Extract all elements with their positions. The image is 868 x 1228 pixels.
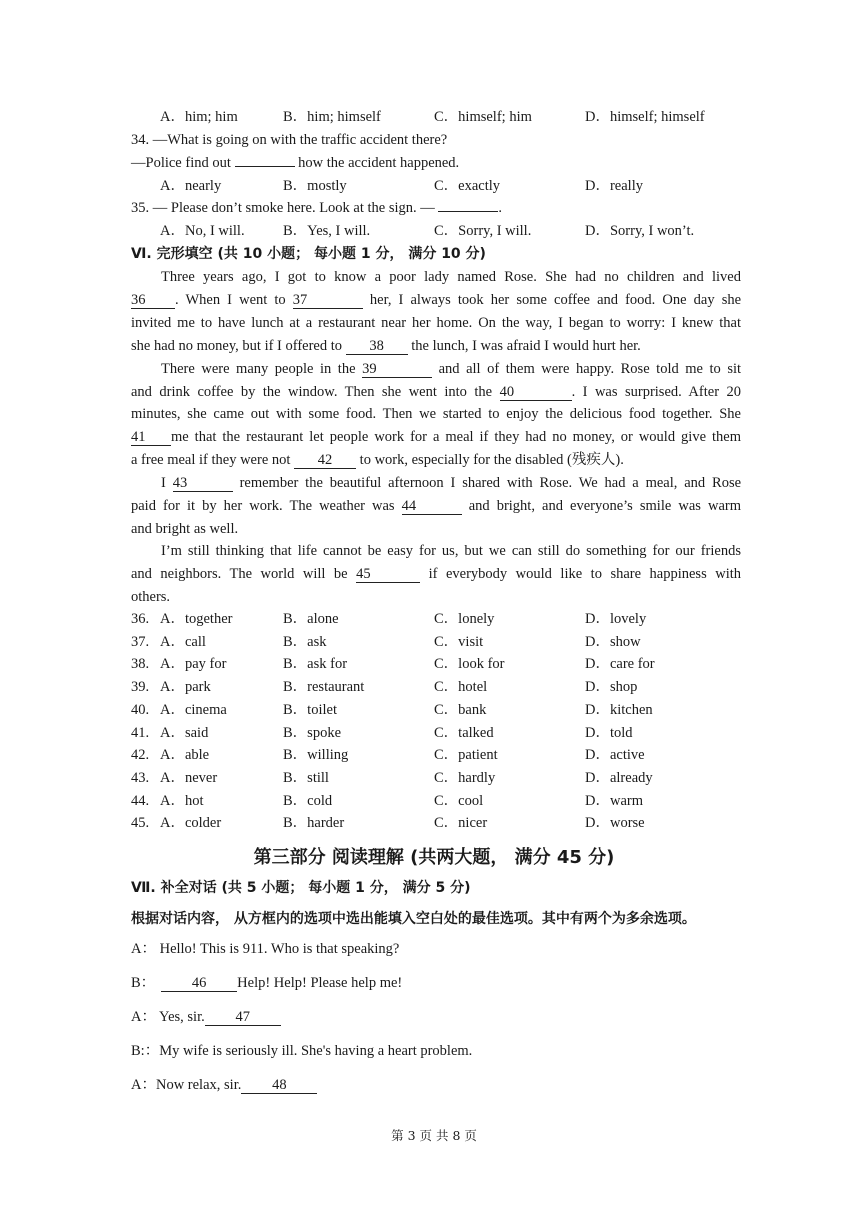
q35-option-a: A．No, I will.	[160, 223, 245, 239]
cloze-option-c: C．lonely	[434, 611, 495, 627]
passage-p1-line2	[131, 291, 741, 309]
q35-stem-line	[131, 199, 741, 217]
passage-p3-line3: and bright as well.	[131, 521, 239, 537]
section7-instruction: 根据对话内容， 从方框内的选项中选出能填入空白处的最佳选项。其中有两个为多余选项。	[131, 911, 696, 927]
blank-45: 45	[356, 567, 420, 583]
q34-option-c: C．exactly	[434, 178, 501, 194]
passage-p1-line3: invited me to have lunch at a restaurant near her home. On the way, I began to worry: I knew that	[131, 315, 741, 331]
dialogue-line-3	[131, 1008, 741, 1026]
cloze-option-d: D．worse	[585, 815, 645, 832]
cloze-option-c: C．hardly	[434, 769, 496, 786]
cloze-question-number: 43.	[131, 769, 150, 786]
q35-stem-end: .	[498, 200, 503, 216]
cloze-option-c: C．bank	[434, 701, 487, 718]
p3-l2-text-a: paid for it by her work. The weather was	[131, 498, 395, 514]
cloze-option-d: D．care for	[585, 656, 655, 673]
cloze-option-a: A．call	[160, 633, 206, 650]
p2-l5-text-a: a free meal if they were not	[131, 452, 291, 468]
cloze-option-d: D．kitchen	[585, 701, 653, 718]
q33-option-c: C．himself; him	[434, 109, 532, 125]
cloze-question-number: 41.	[131, 724, 150, 741]
blank-43: 43	[173, 476, 233, 492]
cloze-option-b: B．still	[283, 769, 329, 786]
cloze-option-c: C．cool	[434, 792, 484, 809]
cloze-option-a: A．able	[160, 747, 210, 764]
cloze-option-b: B．cold	[283, 792, 333, 809]
p2-l1-text-c: and all of them were happy. Rose told me to sit	[438, 361, 742, 377]
dialogue-l2-text: Help! Help! Please help me!	[237, 975, 403, 991]
dialogue-line-4: B:：My wife is seriously ill. She's having a heart problem.	[131, 1043, 473, 1059]
blank-47: 47	[205, 1010, 281, 1026]
cloze-option-a: A．together	[160, 611, 233, 627]
q33-option-b: B．him; himself	[283, 109, 381, 125]
cloze-question-number: 44.	[131, 792, 150, 809]
blank-41: 41	[131, 430, 171, 446]
q34-option-d: D．really	[585, 178, 643, 194]
q33-option-a: A．him; him	[160, 109, 238, 125]
cloze-question-number: 45.	[131, 815, 150, 832]
cloze-option-a: A．colder	[160, 815, 222, 832]
cloze-option-d: D．lovely	[585, 611, 647, 627]
p1-l4-text-a: she had no money, but if I offered to	[131, 338, 343, 354]
cloze-option-b: B．spoke	[283, 724, 341, 741]
cloze-option-b: B．restaurant	[283, 679, 365, 696]
cloze-option-d: D．shop	[585, 679, 638, 696]
q34-stem: 34. —What is going on with the traffic accident there?	[131, 132, 448, 148]
q34-answer-line	[131, 154, 741, 172]
p2-l2-text-c: . I was surprised. After 20	[571, 384, 741, 400]
cloze-option-d: D．already	[585, 769, 653, 786]
q34-option-b: B．mostly	[283, 178, 347, 194]
q35-option-c: C．Sorry, I will.	[434, 223, 532, 239]
cloze-option-a: A．said	[160, 724, 209, 741]
p4-l2-text-c: if everybody would like to share happiness with	[428, 566, 741, 582]
p2-l5-text-c: to work, especially for the disabled (残疾人).	[359, 452, 624, 468]
blank-40: 40	[500, 385, 572, 401]
cloze-option-a: A．pay for	[160, 656, 227, 673]
blank-48: 48	[241, 1078, 317, 1094]
cloze-question-number: 39.	[131, 679, 150, 696]
cloze-question-number: 36.	[131, 611, 150, 627]
p3-l1-text-a: I	[161, 475, 166, 491]
blank-44: 44	[402, 499, 462, 515]
dialogue-l2-speaker: B：	[131, 975, 156, 991]
p2-l2-text-a: and drink coffee by the window. Then she went into the	[131, 384, 493, 400]
blank-37: 37	[293, 293, 363, 309]
cloze-question-number: 37.	[131, 633, 150, 650]
dialogue-line-2	[131, 974, 741, 992]
section7-title: Ⅶ. 补全对话 (共 5 小题； 每小题 1 分， 满分 5 分)	[131, 880, 471, 896]
p1-l2-text-c: her, I always took her some coffee and food. One day she	[369, 292, 742, 308]
q35-blank	[438, 211, 498, 212]
passage-p2-line5	[131, 451, 741, 469]
dialogue-line-1: A： Hello! This is 911. Who is that speaking?	[131, 941, 400, 957]
dialogue-l5-text: A：Now relax, sir.	[131, 1077, 242, 1093]
q34-option-a: A．nearly	[160, 178, 222, 194]
q33-option-d: D．himself; himself	[585, 109, 705, 125]
p3-l1-text-c: remember the beautiful afternoon I shared with Rose. We had a meal, and Rose	[239, 475, 742, 491]
passage-p2-line3: minutes, she came out with some food. Then we started to enjoy the delicious food together. She	[131, 406, 741, 422]
passage-p2-line2	[131, 383, 741, 401]
cloze-option-c: C．talked	[434, 724, 494, 741]
blank-39: 39	[362, 362, 432, 378]
passage-p4-line2	[131, 565, 741, 583]
passage-p3-line2	[131, 497, 741, 515]
cloze-option-a: A．never	[160, 769, 218, 786]
cloze-option-d: D．show	[585, 633, 641, 650]
p1-l2-text-a: . When I went to	[175, 292, 286, 308]
q34-blank	[235, 166, 295, 167]
page-footer: 第 3 页 共 8 页	[391, 1128, 477, 1143]
cloze-option-c: C．patient	[434, 747, 498, 764]
passage-p4-line3: others.	[131, 589, 171, 605]
cloze-option-c: C．nicer	[434, 815, 488, 832]
q34-answer-pre: —Police find out	[131, 155, 231, 171]
p2-l4-text-c: me that the restaurant let people work for a meal if they had no money, or would give them	[171, 429, 741, 445]
p4-l2-text-a: and neighbors. The world will be	[131, 566, 348, 582]
p1-l4-text-c: the lunch, I was afraid I would hurt her.	[411, 338, 641, 354]
section6-title: Ⅵ. 完形填空 (共 10 小题； 每小题 1 分， 满分 10 分)	[131, 246, 486, 262]
q35-option-b: B．Yes, I will.	[283, 223, 371, 239]
cloze-option-a: A．park	[160, 679, 211, 696]
p3-l2-text-c: and bright, and everyone’s smile was warm	[468, 498, 741, 514]
cloze-question-number: 42.	[131, 747, 150, 764]
cloze-option-c: C．visit	[434, 633, 484, 650]
cloze-option-b: B．willing	[283, 747, 349, 764]
cloze-option-b: B．alone	[283, 611, 339, 627]
q35-stem: 35. — Please don’t smoke here. Look at the sign. —	[131, 200, 435, 216]
blank-46: 46	[161, 976, 237, 992]
cloze-option-d: D．active	[585, 747, 645, 764]
cloze-question-number: 38.	[131, 656, 150, 673]
passage-p4-line1: I’m still thinking that life cannot be easy for us, but we can still do something for our friends	[161, 543, 741, 559]
cloze-option-b: B．ask	[283, 633, 327, 650]
blank-42: 42	[294, 453, 356, 469]
dialogue-l3-text: A： Yes, sir.	[131, 1009, 205, 1025]
q34-answer-post: how the accident happened.	[298, 155, 460, 171]
dialogue-line-5	[131, 1076, 741, 1094]
part3-heading: 第三部分 阅读理解 (共两大题， 满分 45 分)	[253, 847, 615, 868]
blank-38: 38	[346, 339, 408, 355]
passage-p2-line1	[161, 360, 741, 378]
passage-p1-line1: Three years ago, I got to know a poor lady named Rose. She had no children and lived	[161, 269, 741, 285]
cloze-option-d: D．warm	[585, 792, 643, 809]
cloze-option-b: B．ask for	[283, 656, 348, 673]
cloze-option-a: A．cinema	[160, 701, 227, 718]
cloze-option-c: C．look for	[434, 656, 505, 673]
cloze-option-b: B．harder	[283, 815, 345, 832]
passage-p1-line4	[131, 337, 741, 355]
p2-l1-text-a: There were many people in the	[161, 361, 356, 377]
blank-36: 36	[131, 293, 175, 309]
passage-p2-line4	[131, 428, 741, 446]
cloze-question-number: 40.	[131, 701, 150, 718]
cloze-option-d: D．told	[585, 724, 633, 741]
q35-option-d: D．Sorry, I won’t.	[585, 223, 695, 239]
passage-p3-line1	[161, 474, 741, 492]
cloze-option-c: C．hotel	[434, 679, 488, 696]
cloze-option-b: B．toilet	[283, 701, 337, 718]
cloze-option-a: A．hot	[160, 792, 204, 809]
